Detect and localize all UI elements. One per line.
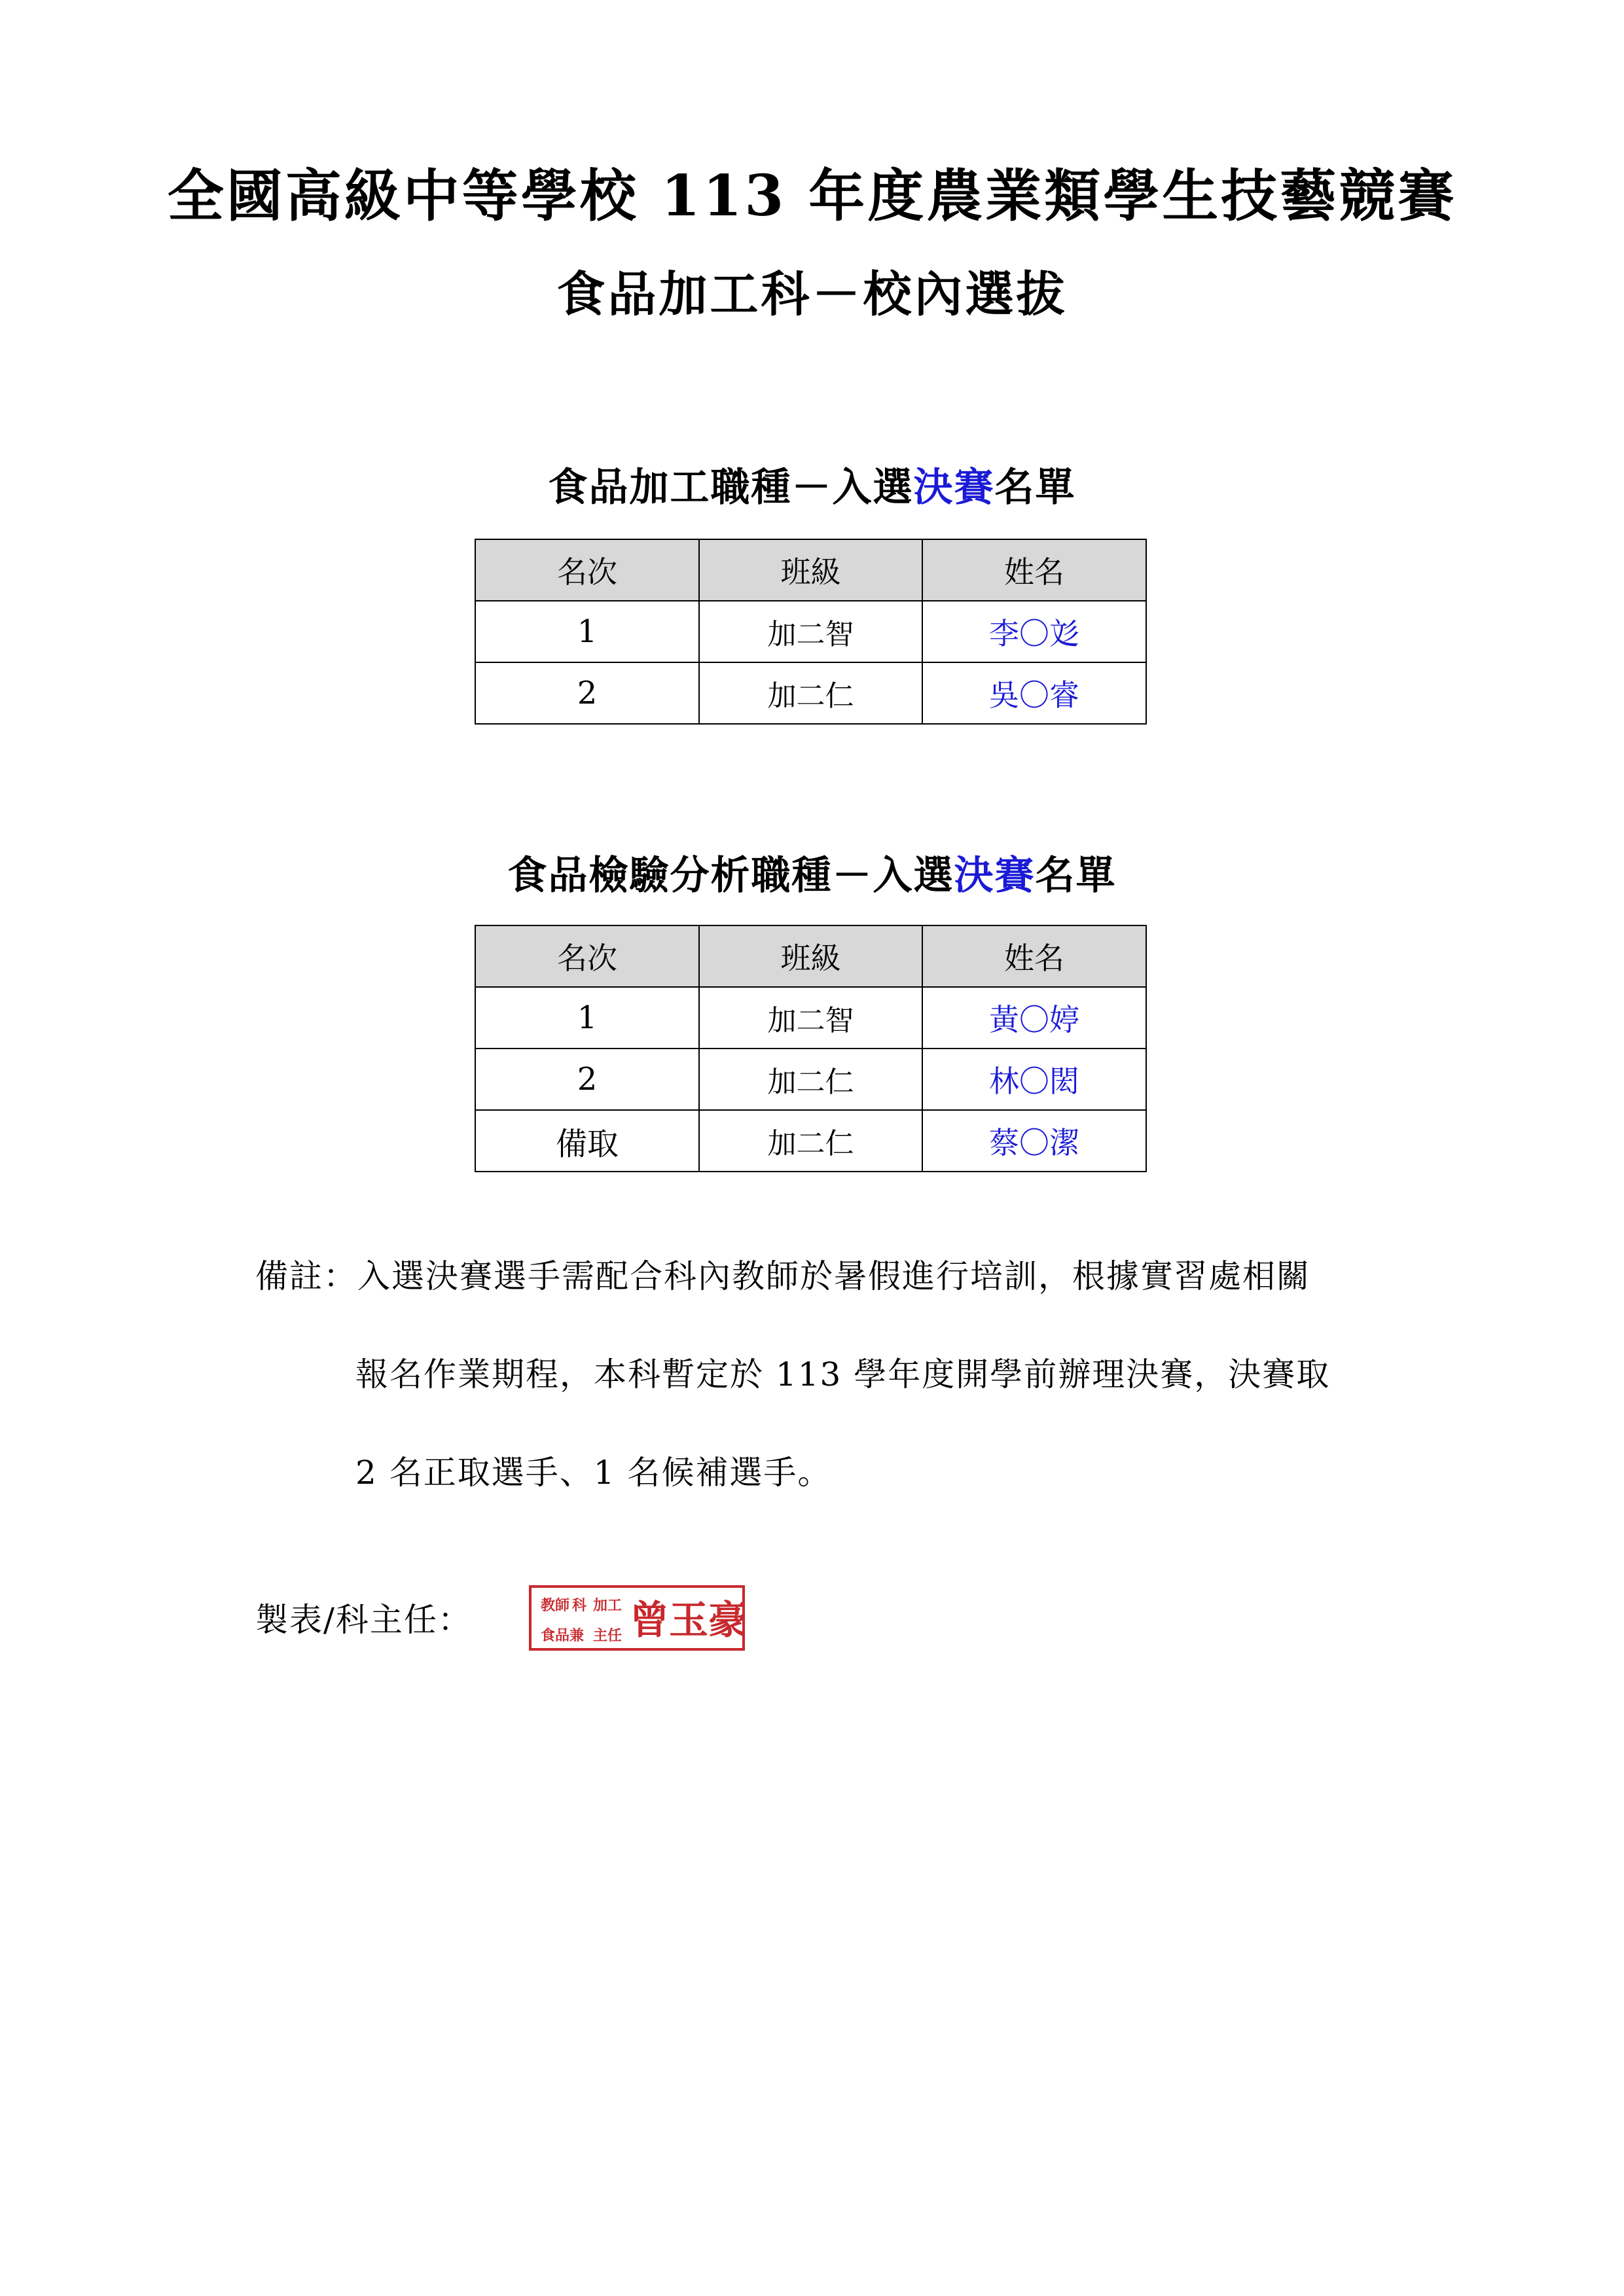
signature-label: 製表/科主任： (255, 1601, 472, 1639)
table-row (475, 601, 1146, 662)
rank-cell: 1 (475, 601, 699, 662)
section-title-food-analysis (0, 846, 1624, 905)
section-title-prefix: 食品加工職種－入選 (548, 465, 914, 511)
table-row (475, 987, 1146, 1049)
seal-text-col3a: 加工 (593, 1597, 623, 1614)
seal-graphic (532, 1588, 742, 1648)
table-row (475, 662, 1146, 724)
seal-text-col1b: 食品 (541, 1627, 570, 1644)
note-line-2: 報名作業期程，本科暫定於 113 學年度開學前辦理決賽，決賽取 (355, 1355, 1331, 1393)
column-header-name: 姓名 (922, 925, 1146, 987)
column-header-rank: 名次 (475, 925, 699, 987)
name-cell: 李〇彣 (922, 601, 1146, 662)
section-title-suffix: 名單 (1035, 853, 1117, 899)
column-header-class: 班級 (699, 925, 922, 987)
column-header-name: 姓名 (922, 539, 1146, 601)
department-seal (529, 1585, 745, 1651)
table-row (475, 1049, 1146, 1110)
seal-text-col1a: 教師 (541, 1597, 570, 1614)
table-row (475, 1110, 1146, 1172)
section-title-highlight: 決賽 (913, 465, 995, 511)
seal-name: 曾玉豪 (630, 1598, 742, 1643)
class-cell: 加二仁 (699, 662, 922, 724)
seal-text-col2a: 科 (572, 1597, 587, 1614)
class-cell: 加二智 (699, 987, 922, 1049)
table-header-row (475, 539, 1146, 601)
name-cell: 黃〇婷 (922, 987, 1146, 1049)
page-title: 全國高級中等學校 113 年度農業類學生技藝競賽 (167, 163, 1457, 229)
name-cell: 蔡〇潔 (922, 1110, 1146, 1172)
column-header-class: 班級 (699, 539, 922, 601)
rank-cell: 2 (475, 1049, 699, 1110)
section-title-highlight: 決賽 (954, 853, 1036, 899)
page-subtitle: 食品加工科－校內選拔 (556, 266, 1068, 323)
class-cell: 加二智 (699, 601, 922, 662)
note-line-3: 2 名正取選手、1 名候補選手。 (355, 1454, 832, 1492)
table-header-row (475, 925, 1146, 987)
section-title-suffix: 名單 (994, 465, 1076, 511)
class-cell: 加二仁 (699, 1049, 922, 1110)
class-cell: 加二仁 (699, 1110, 922, 1172)
column-header-rank: 名次 (475, 539, 699, 601)
rank-cell: 備取 (475, 1110, 699, 1172)
name-cell: 林〇閎 (922, 1049, 1146, 1110)
note-line-1: 備註：入選決賽選手需配合科內教師於暑假進行培訓，根據實習處相關 (255, 1257, 1310, 1295)
food-analysis-table (475, 925, 1147, 1172)
food-processing-table (475, 539, 1147, 725)
name-cell: 吳〇睿 (922, 662, 1146, 724)
section-title-food-processing (0, 458, 1624, 517)
seal-text-col3b: 主任 (593, 1627, 623, 1644)
section-title-prefix: 食品檢驗分析職種－入選 (507, 853, 954, 899)
seal-text-col2b: 兼 (569, 1627, 585, 1644)
rank-cell: 1 (475, 987, 699, 1049)
rank-cell: 2 (475, 662, 699, 724)
